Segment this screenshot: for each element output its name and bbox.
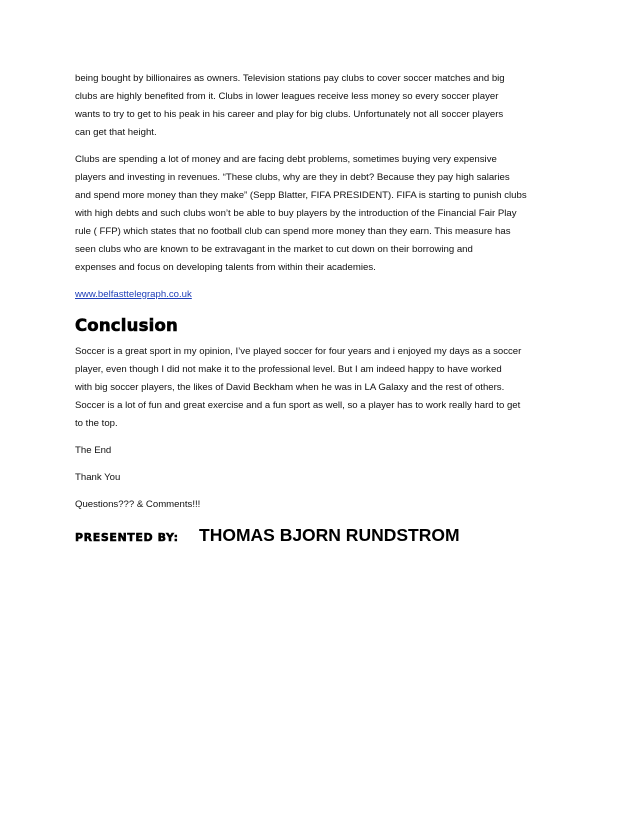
source-link[interactable]: www.belfasttelegraph.co.uk <box>75 289 192 300</box>
document-page <box>75 70 565 551</box>
conclusion-heading: Conclusion <box>75 316 178 335</box>
text-line: being bought by billionaires as owners. Television stations pay clubs to cover soccer matches and big <box>75 73 505 84</box>
text-line: players and investing in revenues. “These clubs, why are they in debt? Because they pay high salaries <box>75 172 510 183</box>
paragraph-spacer <box>75 433 565 442</box>
presented-by-line <box>75 522 565 551</box>
text-line: clubs are highly benefited from it. Clubs in lower leagues receive less money so every soccer player <box>75 91 499 102</box>
paragraph-spacer <box>75 142 565 151</box>
text-line: with high debts and such clubs won’t be able to buy players by the introduction of the Financial Fair Play <box>75 208 517 219</box>
questions-text: Questions??? & Comments!!! <box>75 499 201 510</box>
text-line: can get that height. <box>75 127 157 138</box>
presenter-name: THOMAS BJORN RUNDSTROM <box>199 525 460 545</box>
text-line: Soccer is a lot of fun and great exercise and a fun sport as well, so a player has to work really hard to get <box>75 400 521 411</box>
the-end-text: The End <box>75 445 112 456</box>
paragraph-conclusion <box>75 343 565 433</box>
text-line: and spend more money than they make” (Sepp Blatter, FIFA PRESIDENT). FIFA is starting to punish clubs <box>75 190 527 201</box>
text-line: Soccer is a great sport in my opinion, I’ve played soccer for four years and i enjoyed my days as a soccer <box>75 346 522 357</box>
text-line: with big soccer players, the likes of David Beckham when he was in LA Galaxy and the rest of others. <box>75 382 505 393</box>
text-line: Clubs are spending a lot of money and are facing debt problems, sometimes buying very expensive <box>75 154 497 165</box>
paragraph-spacer <box>75 514 565 522</box>
text-line: to the top. <box>75 418 118 429</box>
paragraph-spacer <box>75 304 565 314</box>
paragraph-billionaire-owners <box>75 70 565 142</box>
paragraph-spacer <box>75 277 565 286</box>
paragraph-spacer <box>75 487 565 496</box>
text-line: wants to try to get to his peak in his career and play for big clubs. Unfortunately not all soccer players <box>75 109 504 120</box>
text-line: player, even though I did not make it to the professional level. But I am indeed happy to have worked <box>75 364 502 375</box>
text-line: seen clubs who are known to be extravagant in the market to cut down on their borrowing and <box>75 244 473 255</box>
thank-you-text: Thank You <box>75 472 121 483</box>
presented-by-label: PRESENTED BY: <box>75 531 179 544</box>
text-line: rule ( FFP) which states that no football club can spend more money than they earn. This measure has <box>75 226 511 237</box>
paragraph-spacer <box>75 460 565 469</box>
text-line: expenses and focus on developing talents from within their academies. <box>75 262 376 273</box>
paragraph-club-debt <box>75 151 565 277</box>
